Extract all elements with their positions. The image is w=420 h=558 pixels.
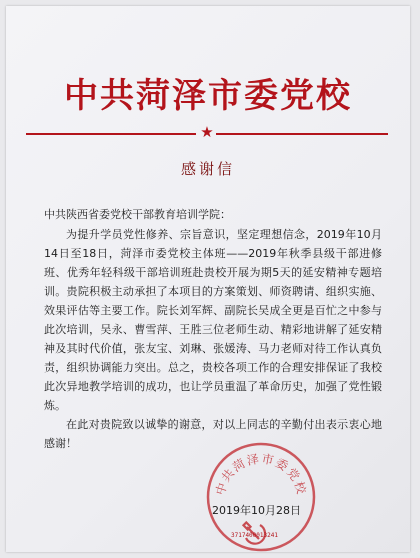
letterhead-title: 中共菏泽市委党校: [64, 76, 352, 116]
letter-page: [6, 6, 410, 552]
letter-body: [44, 225, 382, 453]
seal-text: 中共菏泽市委党校: [213, 451, 309, 497]
body-paragraph-2: 在此对贵院致以诚挚的谢意，对以上同志的辛勤付出表示衷心地感谢！: [44, 418, 382, 450]
divider-line-left: [26, 133, 196, 135]
body-paragraph-1: 为提升学员党性修养、宗旨意识，坚定理想信念，2019年10月14日至18日，菏泽市委党校主体班——2019年秋季县级干部进修班、优秀年轻科级干部培训班赴贵校开展为期5天的延安精神专题培训。贵院积极主动承担了本项目的方案策划、师资聘请、组织实施、效果评估等主要工作。院长刘军辉、副院长吴成全更是百忙之中参与此次培训，吴永、曹雪萍、王胜三位老师生动、精彩地讲解了延安精神及其时代价值，张友宝、刘琳、张媛涛、马力老师对待工作认真负责，组织协调能力突出。总之，贵校各项工作的合理安排保证了我校此次异地教学培训的成功，也让学员重温了革命历史，加强了党性锻炼。: [44, 228, 382, 412]
salutation: 中共陕西省委党校干部教育培训学院：: [44, 208, 231, 221]
letter-date: 2019年10月28日: [212, 504, 301, 517]
seal-code: 3717400013241: [231, 532, 278, 539]
svg-text:中共菏泽市委党校: [212, 452, 310, 497]
letter-title: 感谢信: [180, 160, 235, 178]
divider-line-right: [216, 133, 388, 135]
letterhead-divider: [26, 123, 388, 141]
star-icon: ★: [200, 123, 214, 141]
